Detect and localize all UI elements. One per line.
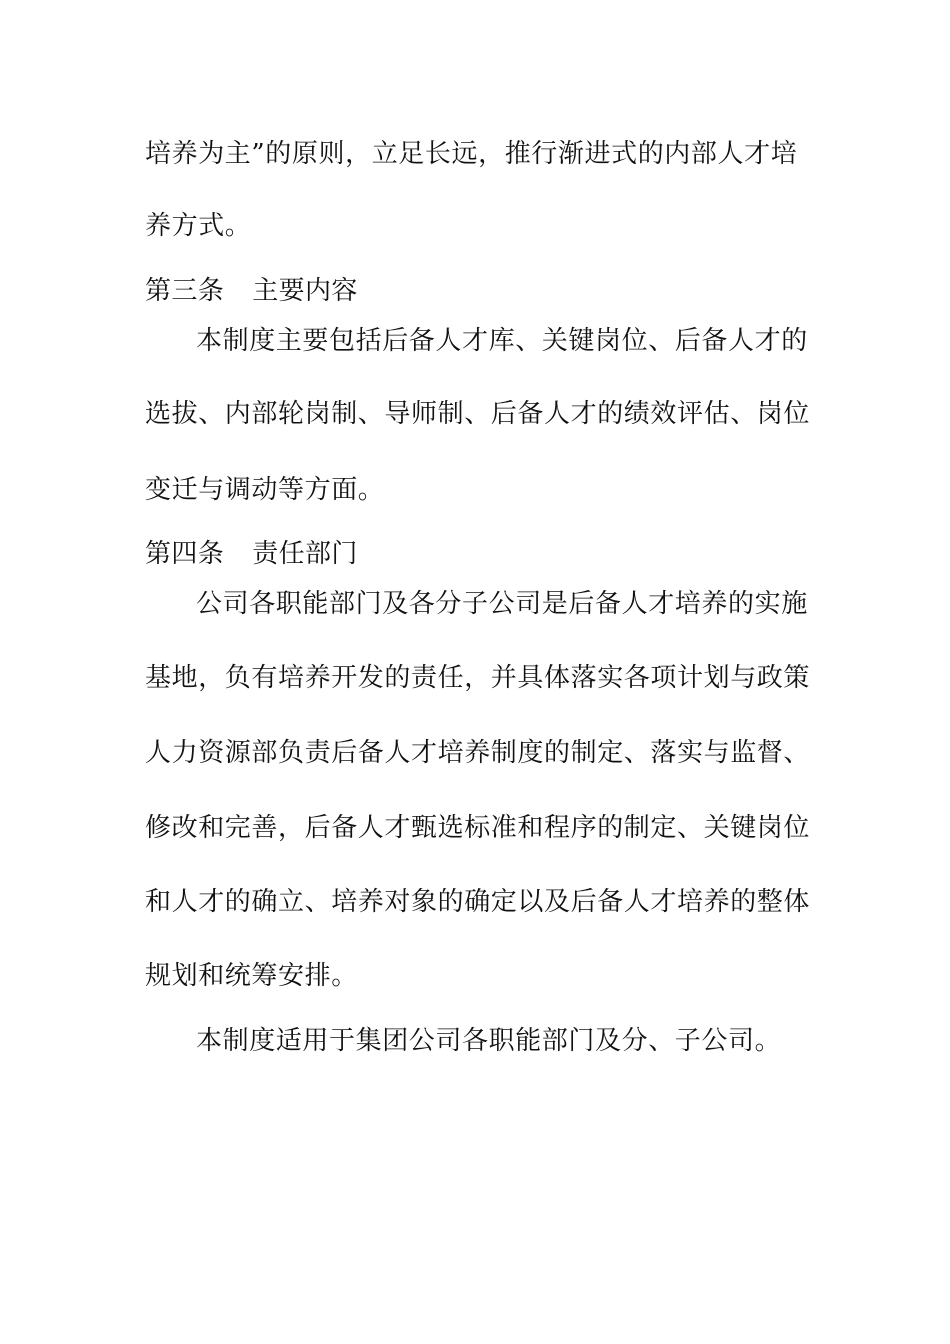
scope-paragraph: 本制度适用于集团公司各职能部门及分、子公司。	[196, 1026, 782, 1056]
article-title: 责任部门	[252, 539, 358, 569]
body-line: 选拔、内部轮岗制、导师制、后备人才的绩效评估、岗位	[145, 399, 811, 429]
body-line: 公司各职能部门及各分子公司是后备人才培养的实施	[196, 589, 808, 619]
body-line: 规划和统筹安排。	[145, 961, 358, 991]
body-line: 培养为主”的原则，立足长远，推行渐进式的内部人才培	[145, 139, 798, 169]
body-line: 养方式。	[145, 211, 252, 241]
body-line: 人力资源部负责后备人才培养制度的制定、落实与监督、	[145, 738, 811, 768]
article-title: 主要内容	[252, 276, 358, 306]
article-number: 第四条	[145, 539, 225, 569]
article-heading	[145, 538, 810, 570]
body-line: 本制度主要包括后备人才库、关键岗位、后备人才的	[196, 326, 808, 356]
body-line: 变迁与调动等方面。	[145, 475, 385, 505]
article-number: 第三条	[145, 276, 225, 306]
body-line: 基地，负有培养开发的责任，并具体落实各项计划与政策	[145, 663, 811, 693]
body-line: 和人才的确立、培养对象的确定以及后备人才培养的整体	[145, 887, 811, 917]
article-heading	[145, 275, 810, 307]
body-line: 修改和完善，后备人才甄选标准和程序的制定、关键岗位	[145, 813, 811, 843]
